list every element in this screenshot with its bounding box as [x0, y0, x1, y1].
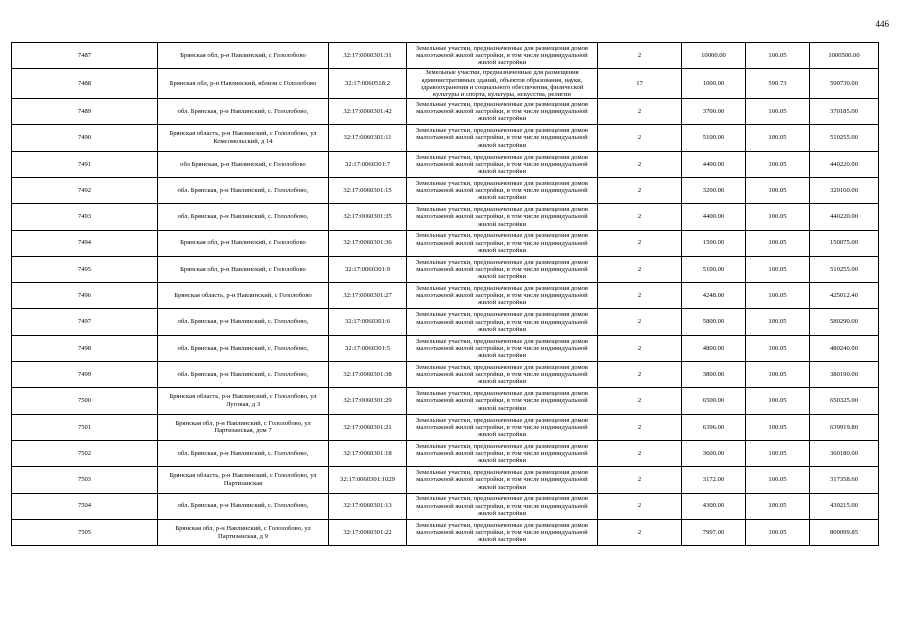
total-value-cell: 650325.00: [810, 388, 879, 414]
area-cell: 6500.00: [682, 388, 746, 414]
address-cell: Брянская область, р-н Навлинский, с Гололобово: [158, 283, 329, 309]
total-value-cell: 440220.00: [810, 204, 879, 230]
address-cell: обл. Брянская, р-н Навлинский, с. Гололобово,: [158, 178, 329, 204]
area-cell: 6396.00: [682, 414, 746, 440]
cadastral-number-cell: 32:17:0060301:7: [329, 151, 407, 177]
land-purpose-cell: Земельные участки, предназначенные для размещения домов малоэтажной жилой застройки, в том числе индивидуальной жилой застройки: [407, 178, 598, 204]
group-code-cell: 2: [598, 204, 682, 230]
unit-price-cell: 100.05: [746, 362, 810, 388]
address-cell: Брянская область, р-н Навлинский, с Гололобово, ул Комсомольский, д 14: [158, 125, 329, 151]
area-cell: 4800.00: [682, 335, 746, 361]
group-code-cell: 2: [598, 440, 682, 466]
area-cell: 5100.00: [682, 125, 746, 151]
group-code-cell: 2: [598, 230, 682, 256]
area-cell: 3700.00: [682, 99, 746, 125]
total-value-cell: 370185.00: [810, 99, 879, 125]
row-number-cell: 7488: [12, 69, 158, 99]
address-cell: Брянская обл, р-н Навлинский, с Гололобово, ул Партизанская, дом 7: [158, 414, 329, 440]
total-value-cell: 320160.00: [810, 178, 879, 204]
total-value-cell: 580290.00: [810, 309, 879, 335]
total-value-cell: 430215.00: [810, 493, 879, 519]
row-number-cell: 7499: [12, 362, 158, 388]
land-purpose-cell: Земельные участки, предназначенные для размещения домов малоэтажной жилой застройки, в том числе индивидуальной жилой застройки: [407, 440, 598, 466]
unit-price-cell: 100.05: [746, 467, 810, 493]
unit-price-cell: 100.05: [746, 388, 810, 414]
group-code-cell: 2: [598, 99, 682, 125]
unit-price-cell: 100.05: [746, 283, 810, 309]
unit-price-cell: 590.73: [746, 69, 810, 99]
group-code-cell: 2: [598, 43, 682, 69]
address-cell: Брянская обл, р-н Навлинский, с Гололобово: [158, 256, 329, 282]
table-row: [12, 519, 879, 545]
cadastral-number-cell: 32:17:0060518:2: [329, 69, 407, 99]
row-number-cell: 7502: [12, 440, 158, 466]
table-row: [12, 388, 879, 414]
table-row: [12, 335, 879, 361]
cadastral-number-cell: 32:17:0060301:18: [329, 440, 407, 466]
table-row: [12, 178, 879, 204]
group-code-cell: 2: [598, 388, 682, 414]
table-row: [12, 467, 879, 493]
land-purpose-cell: Земельные участки, предназначенные для размещения домов малоэтажной жилой застройки, в том числе индивидуальной жилой застройки: [407, 151, 598, 177]
unit-price-cell: 100.05: [746, 440, 810, 466]
land-purpose-cell: Земельные участки, предназначенные для размещения домов малоэтажной жилой застройки, в том числе индивидуальной жилой застройки: [407, 362, 598, 388]
area-cell: 4248.00: [682, 283, 746, 309]
cadastral-number-cell: 32:17:0060301:13: [329, 493, 407, 519]
group-code-cell: 2: [598, 414, 682, 440]
row-number-cell: 7491: [12, 151, 158, 177]
table-row: [12, 151, 879, 177]
land-purpose-cell: Земельные участки, предназначенные для размещения домов малоэтажной жилой застройки, в том числе индивидуальной жилой застройки: [407, 335, 598, 361]
address-cell: Брянская область, р-н Навлинский, с Гололобово, ул Партизанская: [158, 467, 329, 493]
address-cell: обл. Брянская, р-н Навлинский, с. Гололобово,: [158, 99, 329, 125]
unit-price-cell: 100.05: [746, 178, 810, 204]
row-number-cell: 7489: [12, 99, 158, 125]
row-number-cell: 7487: [12, 43, 158, 69]
land-purpose-cell: Земельные участки, предназначенные для размещения домов малоэтажной жилой застройки, в том числе индивидуальной жилой застройки: [407, 414, 598, 440]
total-value-cell: 425012.40: [810, 283, 879, 309]
land-purpose-cell: Земельные участки, предназначенные для размещения домов малоэтажной жилой застройки, в том числе индивидуальной жилой застройки: [407, 493, 598, 519]
unit-price-cell: 100.05: [746, 43, 810, 69]
address-cell: обл. Брянская, р-н Навлинский, с. Гололобово,: [158, 362, 329, 388]
total-value-cell: 317358.60: [810, 467, 879, 493]
total-value-cell: 590730.00: [810, 69, 879, 99]
land-purpose-cell: Земельные участки, предназначенные для размещения домов малоэтажной жилой застройки, в том числе индивидуальной жилой застройки: [407, 125, 598, 151]
address-cell: обл. Брянская, р-н Навлинский, с. Гололобово,: [158, 309, 329, 335]
total-value-cell: 639919.80: [810, 414, 879, 440]
cadastral-number-cell: 32:17:0060301:15: [329, 178, 407, 204]
total-value-cell: 1000500.00: [810, 43, 879, 69]
group-code-cell: 2: [598, 178, 682, 204]
row-number-cell: 7498: [12, 335, 158, 361]
table-row: [12, 440, 879, 466]
group-code-cell: 2: [598, 309, 682, 335]
unit-price-cell: 100.05: [746, 414, 810, 440]
area-cell: 3200.00: [682, 178, 746, 204]
group-code-cell: 2: [598, 493, 682, 519]
table-row: [12, 283, 879, 309]
group-code-cell: 2: [598, 519, 682, 545]
land-purpose-cell: Земельные участки, предназначенные для размещения домов малоэтажной жилой застройки, в том числе индивидуальной жилой застройки: [407, 519, 598, 545]
row-number-cell: 7495: [12, 256, 158, 282]
group-code-cell: 2: [598, 467, 682, 493]
address-cell: обл. Брянская, р-н Навлинский, с. Гололобово,: [158, 335, 329, 361]
address-cell: Брянская обл, р-н Навлинский, с Гололобово, ул Партизанская, д 9: [158, 519, 329, 545]
address-cell: Брянская обл, р-н Навлинский, вблизи с Гололобово: [158, 69, 329, 99]
unit-price-cell: 100.05: [746, 125, 810, 151]
row-number-cell: 7500: [12, 388, 158, 414]
address-cell: Брянская область, р-н Навлинский, с Гололобово, ул Луговая, д 3: [158, 388, 329, 414]
row-number-cell: 7501: [12, 414, 158, 440]
unit-price-cell: 100.05: [746, 519, 810, 545]
cadastral-number-cell: 32:17:0060301:5: [329, 335, 407, 361]
area-cell: 4300.00: [682, 493, 746, 519]
table-row: [12, 414, 879, 440]
group-code-cell: 2: [598, 283, 682, 309]
land-purpose-cell: Земельные участки, предназначенные для размещения домов малоэтажной жилой застройки, в том числе индивидуальной жилой застройки: [407, 256, 598, 282]
land-purpose-cell: Земельные участки, предназначенные для размещения домов малоэтажной жилой застройки, в том числе индивидуальной жилой застройки: [407, 283, 598, 309]
table-row: [12, 493, 879, 519]
land-purpose-cell: Земельные участки, предназначенные для размещения домов малоэтажной жилой застройки, в том числе индивидуальной жилой застройки: [407, 99, 598, 125]
table-row: [12, 43, 879, 69]
row-number-cell: 7503: [12, 467, 158, 493]
row-number-cell: 7496: [12, 283, 158, 309]
total-value-cell: 380190.00: [810, 362, 879, 388]
area-cell: 4400.00: [682, 151, 746, 177]
group-code-cell: 2: [598, 151, 682, 177]
land-purpose-cell: Земельные участки, предназначенные для размещения домов малоэтажной жилой застройки, в том числе индивидуальной жилой застройки: [407, 467, 598, 493]
cadastral-number-cell: 32:17:0060301:11: [329, 125, 407, 151]
unit-price-cell: 100.05: [746, 230, 810, 256]
land-registry-table: [11, 42, 879, 546]
cadastral-number-cell: 32:17:0060301:42: [329, 99, 407, 125]
address-cell: обл. Брянская, р-н Навлинский, с. Гололобово,: [158, 493, 329, 519]
cadastral-number-cell: 32:17:0060301:1029: [329, 467, 407, 493]
cadastral-number-cell: 32:17:0060301:38: [329, 362, 407, 388]
page-number: 446: [875, 19, 889, 29]
cadastral-number-cell: 32:17:0060301:21: [329, 414, 407, 440]
row-number-cell: 7493: [12, 204, 158, 230]
land-purpose-cell: Земельные участки, предназначенные для размещения домов малоэтажной жилой застройки, в том числе индивидуальной жилой застройки: [407, 204, 598, 230]
area-cell: 1500.00: [682, 230, 746, 256]
row-number-cell: 7505: [12, 519, 158, 545]
land-purpose-cell: Земельные участки, предназначенные для размещения домов малоэтажной жилой застройки, в том числе индивидуальной жилой застройки: [407, 388, 598, 414]
cadastral-number-cell: 32:17:0060301:36: [329, 230, 407, 256]
cadastral-number-cell: 32:17:0060301:22: [329, 519, 407, 545]
address-cell: Брянская обл, р-н Навлинский, с Гололобово: [158, 43, 329, 69]
cadastral-number-cell: 32:17:0060301:35: [329, 204, 407, 230]
address-cell: обл Брянская, р-н Навлинский, с Гололобово: [158, 151, 329, 177]
total-value-cell: 800099.85: [810, 519, 879, 545]
area-cell: 4400.00: [682, 204, 746, 230]
table-row: [12, 125, 879, 151]
area-cell: 5800.00: [682, 309, 746, 335]
unit-price-cell: 100.05: [746, 335, 810, 361]
total-value-cell: 150075.00: [810, 230, 879, 256]
land-purpose-cell: Земельные участки, предназначенные для размещения домов малоэтажной жилой застройки, в том числе индивидуальной жилой застройки: [407, 43, 598, 69]
group-code-cell: 2: [598, 335, 682, 361]
unit-price-cell: 100.05: [746, 151, 810, 177]
table-row: [12, 69, 879, 99]
cadastral-number-cell: 32:17:0060301:27: [329, 283, 407, 309]
cadastral-number-cell: 32:17:0060301:6: [329, 309, 407, 335]
cadastral-number-cell: 32:17:0060301:31: [329, 43, 407, 69]
area-cell: 5100.00: [682, 256, 746, 282]
land-purpose-cell: Земельные участки, предназначенные для размещения домов малоэтажной жилой застройки, в том числе индивидуальной жилой застройки: [407, 230, 598, 256]
cadastral-number-cell: 32:17:0060301:9: [329, 256, 407, 282]
area-cell: 3600.00: [682, 440, 746, 466]
group-code-cell: 2: [598, 256, 682, 282]
total-value-cell: 510255.00: [810, 125, 879, 151]
table-row: [12, 230, 879, 256]
table-row: [12, 362, 879, 388]
land-purpose-cell: Земельные участки, предназначенные для размещения домов малоэтажной жилой застройки, в том числе индивидуальной жилой застройки: [407, 309, 598, 335]
row-number-cell: 7492: [12, 178, 158, 204]
unit-price-cell: 100.05: [746, 204, 810, 230]
row-number-cell: 7490: [12, 125, 158, 151]
total-value-cell: 480240.00: [810, 335, 879, 361]
unit-price-cell: 100.05: [746, 309, 810, 335]
table-row: [12, 99, 879, 125]
unit-price-cell: 100.05: [746, 256, 810, 282]
area-cell: 7997.00: [682, 519, 746, 545]
total-value-cell: 440220.00: [810, 151, 879, 177]
address-cell: обл. Брянская, р-н Навлинский, с. Гололобово,: [158, 204, 329, 230]
group-code-cell: 2: [598, 362, 682, 388]
unit-price-cell: 100.05: [746, 493, 810, 519]
total-value-cell: 510255.00: [810, 256, 879, 282]
area-cell: 3800.00: [682, 362, 746, 388]
area-cell: 1000.00: [682, 69, 746, 99]
area-cell: 10000.00: [682, 43, 746, 69]
unit-price-cell: 100.05: [746, 99, 810, 125]
table-row: [12, 204, 879, 230]
row-number-cell: 7504: [12, 493, 158, 519]
total-value-cell: 360180.00: [810, 440, 879, 466]
area-cell: 3172.00: [682, 467, 746, 493]
group-code-cell: 2: [598, 125, 682, 151]
address-cell: Брянская обл, р-н Навлинский, с Гололобово: [158, 230, 329, 256]
row-number-cell: 7497: [12, 309, 158, 335]
land-purpose-cell: Земельные участки, предназначенные для размещения административных зданий, объектов образования, науки, здравоохранения и социального обеспечения, физической культуры и спорта, культуры, искусства, религии: [407, 69, 598, 99]
group-code-cell: 17: [598, 69, 682, 99]
address-cell: обл. Брянская, р-н Навлинский, с. Гололобово,: [158, 440, 329, 466]
table-row: [12, 309, 879, 335]
cadastral-number-cell: 32:17:0060301:29: [329, 388, 407, 414]
row-number-cell: 7494: [12, 230, 158, 256]
table-row: [12, 256, 879, 282]
